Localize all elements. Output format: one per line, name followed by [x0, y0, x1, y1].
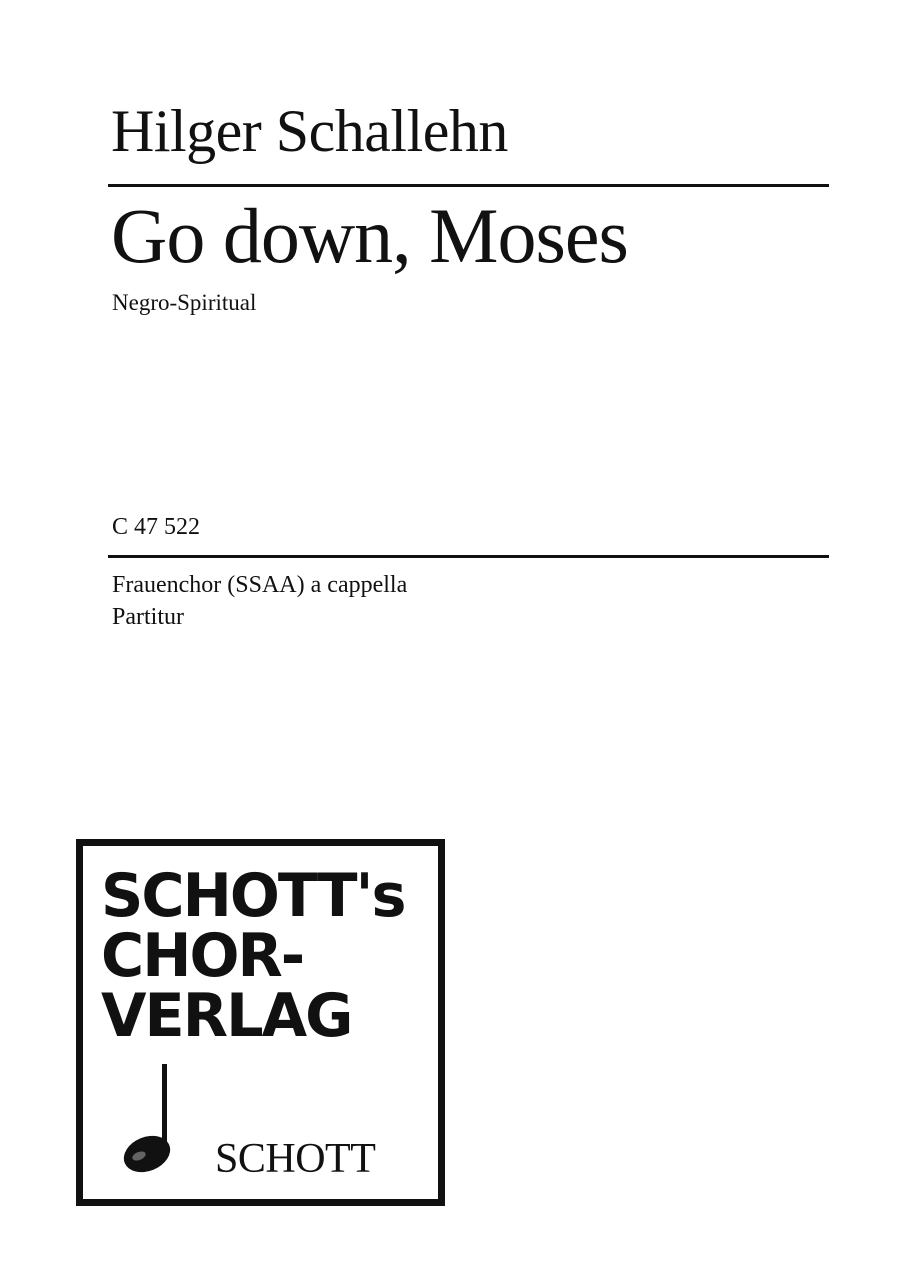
music-note-icon — [119, 1064, 189, 1184]
catalog-number: C 47 522 — [112, 514, 201, 540]
series-line-1: SCHOTT's — [101, 861, 405, 931]
voicing-description: Frauenchor (SSAA) a cappella — [112, 572, 408, 598]
series-line-3: VERLAG — [101, 981, 352, 1051]
publisher-name: SCHOTT — [215, 1136, 376, 1182]
publisher-logo — [76, 839, 445, 1206]
work-subtitle: Negro-Spiritual — [112, 290, 257, 315]
composer-name: Hilger Schallehn — [111, 98, 508, 164]
top-divider — [108, 184, 829, 187]
edition-type: Partitur — [112, 604, 184, 630]
series-line-2: CHOR- — [101, 921, 304, 991]
middle-divider — [108, 555, 829, 558]
work-title: Go down, Moses — [111, 192, 628, 279]
